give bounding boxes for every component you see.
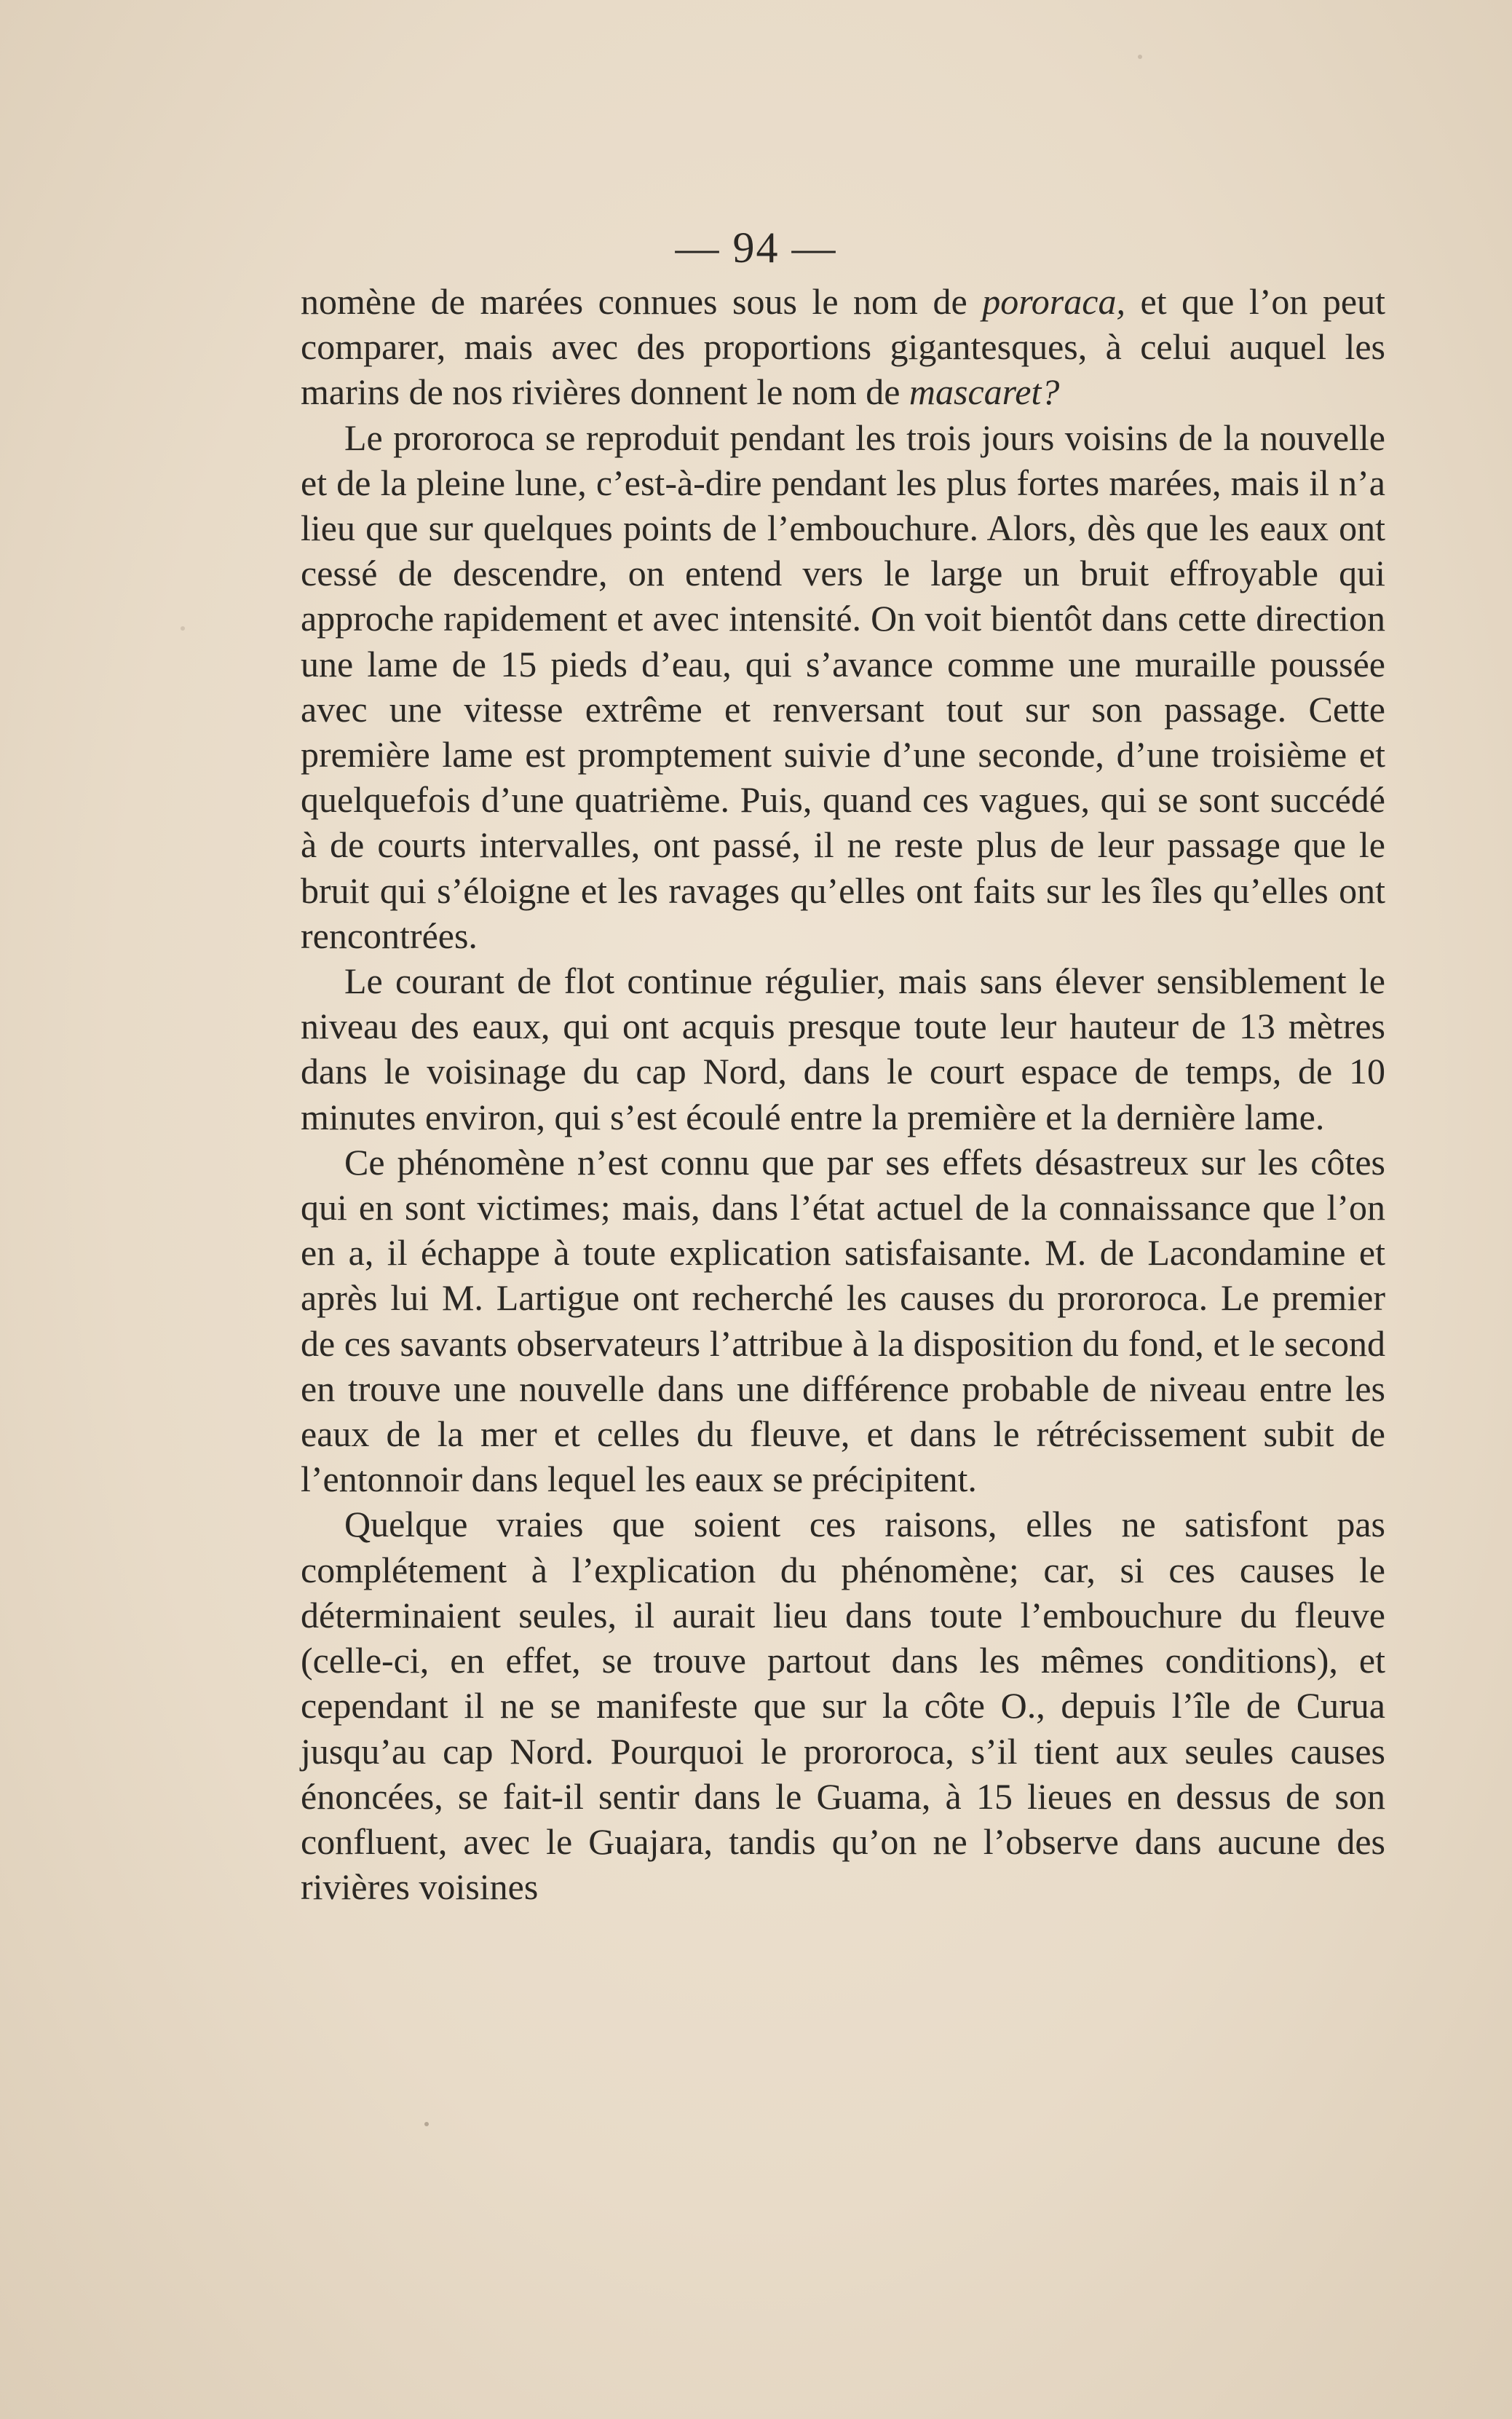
text-segment: et que l’on peut comparer, mais avec des proportions gigantesques, à celui auquel les marins de nos rivières donnent le nom de <box>301 281 1385 413</box>
italic-term-mascaret: mascaret? <box>909 371 1060 413</box>
paragraph-causes: Ce phénomène n’est connu que par ses effets désastreux sur les côtes qui en sont victimes; mais, dans l’état actuel de la connaissance que l’on en a, il échappe à toute explication satisfaisante. M. de Lacondamine et après lui M. Lartigue ont recherché les causes du prororoca. Le premier de ces savants observateurs l’attribue à la disposition du fond, et le second en trouve une nouvelle dans une différence probable de niveau entre les eaux de la mer et celles du fleuve, et dans le rétrécissement subit de l’entonnoir dans lequel les eaux se précipitent. <box>301 1141 1385 1500</box>
paragraph-continued <box>301 279 1385 415</box>
page-number: — 94 — <box>675 224 837 272</box>
paper-speck <box>424 2122 429 2126</box>
text-segment: nomène de marées connues sous le nom de <box>301 281 983 322</box>
italic-term-pororaca: pororaca, <box>982 281 1125 322</box>
paper-speck <box>1138 55 1142 59</box>
paragraph-description: Le prororoca se reproduit pendant les trois jours voisins de la nouvelle et de la pleine lune, c’est-à-dire pendant les plus fortes marées, mais il n’a lieu que sur quelques points de l’embouchure. Alors, dès que les eaux ont cessé de descendre, on entend vers le large un bruit effroyable qui approche rapidement et avec intensité. On voit bientôt dans cette direction une lame de 15 pieds d’eau, qui s’avance comme une muraille poussée avec une vitesse extrême et renversant tout sur son passage. Cette première lame est promptement suivie d’une seconde, d’une troisième et quelquefois d’une quatrième. Puis, quand ces vagues, qui se sont succédé à de courts intervalles, ont passé, il ne reste plus de leur passage que le bruit qui s’éloigne et les ravages qu’elles ont faits sur les îles qu’elles ont rencontrées. <box>301 417 1385 956</box>
body-text <box>301 279 1385 1909</box>
paragraph-objection: Quelque vraies que soient ces raisons, elles ne satisfont pas complétement à l’explication du phénomène; car, si ces causes le déterminaient seules, il aurait lieu dans toute l’embouchure du fleuve (celle-ci, en effet, se trouve partout dans les mêmes conditions), et cependant il ne se manifeste que sur la côte O., depuis l’île de Curua jusqu’au cap Nord. Pourquoi le prororoca, s’il tient aux seules causes énoncées, se fait-il sentir dans le Guama, à 15 lieues en dessus de son confluent, avec le Guajara, tandis qu’on ne l’observe dans aucune des rivières voisines <box>301 1504 1385 1908</box>
paragraph-current: Le courant de flot continue régulier, mais sans élever sensiblement le niveau des eaux, qui ont acquis presque toute leur hauteur de 13 mètres dans le voisinage du cap Nord, dans le court espace de temps, de 10 minutes environ, qui s’est écoulé entre la première et la dernière lame. <box>301 960 1385 1137</box>
paper-speck <box>181 626 185 631</box>
